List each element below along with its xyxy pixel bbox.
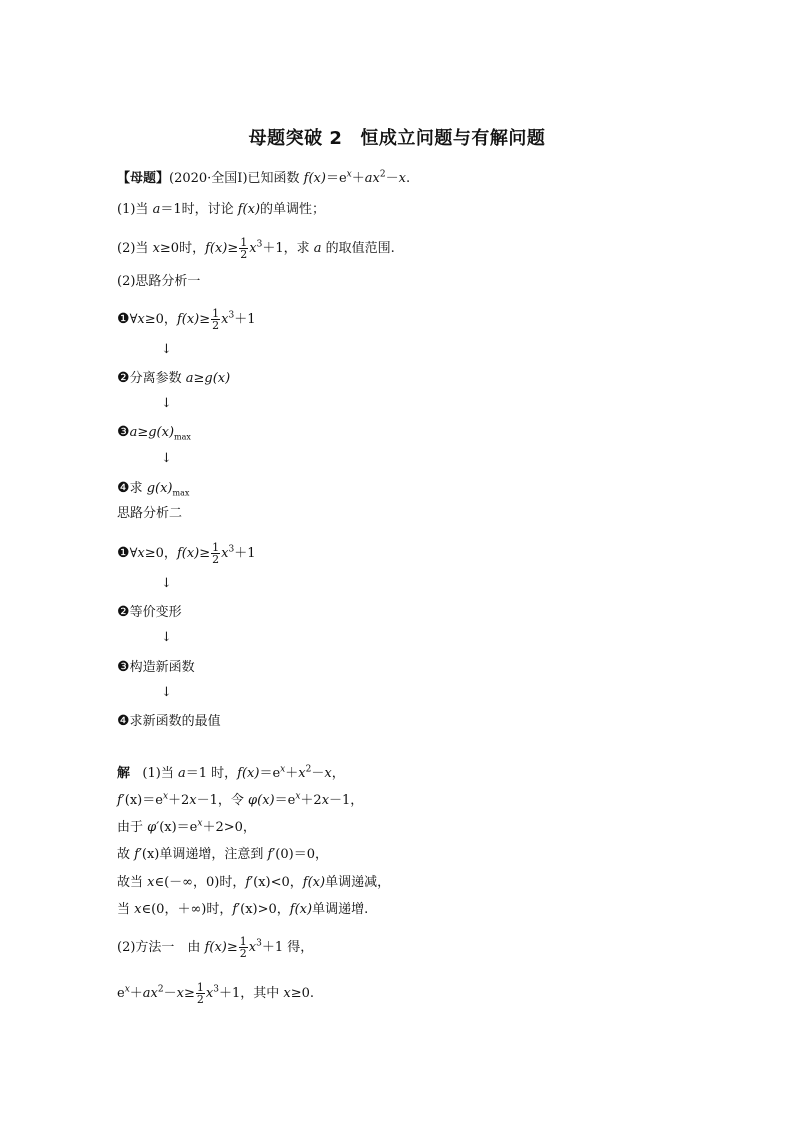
question-1: (1)当 a＝1时，讨论 f(x)的单调性； <box>117 202 326 217</box>
circled-number-icon: ❸ <box>117 424 130 440</box>
page-title <box>0 124 794 150</box>
analysis-1-step-4: ❹求 $g(x)_{max}$ <box>117 480 190 498</box>
solution-line-6: 当 x∈(0，＋∞)时，f′(x)>0，f(x)单调递增. <box>117 902 369 917</box>
analysis-1-heading: (2)思路分析一 <box>117 274 201 289</box>
analysis-2-step-2: ❷等价变形 <box>117 604 182 620</box>
problem-tag: 【母题】 <box>117 171 170 186</box>
problem-statement: 【母题】(2020·全国Ⅰ)已知函数 $f(x)=e^x+ax^2-x$. <box>117 169 411 186</box>
solution-line-4: 故 f′(x)单调递增，注意到 f′(0)＝0， <box>117 847 328 862</box>
solution-line-1: 解 (1)当 a＝1 时，$f(x)=e^x+x^2-x$， <box>117 764 345 781</box>
analysis-1-step-2: ❷分离参数 a≥g(x) <box>117 370 231 386</box>
fraction: $\frac{1}{2}$ <box>240 236 248 261</box>
solution-line-7: (2)方法一 由 f(x)≥ $\frac{1}{2}$ $x^3+1$ 得， <box>117 935 314 960</box>
down-arrow-icon: ↓ <box>161 342 172 357</box>
solution-line-3: 由于 $\varphi'(x)=e^x+2>0$， <box>117 818 256 835</box>
analysis-2-step-1: ❶∀x≥0，f(x)≥ $\frac{1}{2}$ $x^3+1$ <box>117 541 256 566</box>
fraction: $\frac{1}{2}$ <box>239 935 247 960</box>
solution-line-5: 故当 x∈(－∞，0)时，f′(x)<0，f(x)单调递减， <box>117 875 391 890</box>
analysis-2-step-3: ❸构造新函数 <box>117 659 195 675</box>
analysis-1-step-3: $❸a\ge g(x)_{max}$ <box>117 424 191 442</box>
analysis-2-heading: 思路分析二 <box>117 506 183 521</box>
circled-number-icon: ❹ <box>117 713 130 729</box>
circled-number-icon: ❶ <box>117 311 130 327</box>
fraction: $\frac{1}{2}$ <box>212 541 220 566</box>
fraction: $\frac{1}{2}$ <box>196 981 204 1006</box>
circled-number-icon: ❷ <box>117 604 130 620</box>
down-arrow-icon: ↓ <box>161 685 172 700</box>
fraction: $\frac{1}{2}$ <box>212 307 220 332</box>
down-arrow-icon: ↓ <box>161 630 172 645</box>
solution-line-8: $e^x+ax^2-x\ge$ $\frac{1}{2}$ $x^3+1$，其中 x≥0. <box>117 981 315 1006</box>
circled-number-icon: ❷ <box>117 370 130 386</box>
down-arrow-icon: ↓ <box>161 451 172 466</box>
circled-number-icon: ❸ <box>117 659 130 675</box>
solution-label: 解 <box>117 766 131 781</box>
circled-number-icon: ❶ <box>117 545 130 561</box>
title-part2: 恒成立问题与有解问题 <box>360 128 546 149</box>
analysis-1-step-1: ❶∀x≥0，f(x)≥ $\frac{1}{2}$ $x^3+1$ <box>117 307 256 332</box>
solution-line-2: $f'(x)=e^x+2x-1$，令 $\varphi(x)=e^x+2x-1$， <box>117 791 364 808</box>
title-part1: 母题突破 2 <box>248 128 343 149</box>
down-arrow-icon: ↓ <box>161 576 172 591</box>
analysis-2-step-4: ❹求新函数的最值 <box>117 713 221 729</box>
question-2: (2)当 x≥0时，f(x)≥ $\frac{1}{2}$ $x^3+1$，求 a 的取值范围. <box>117 236 395 261</box>
down-arrow-icon: ↓ <box>161 396 172 411</box>
circled-number-icon: ❹ <box>117 480 130 496</box>
